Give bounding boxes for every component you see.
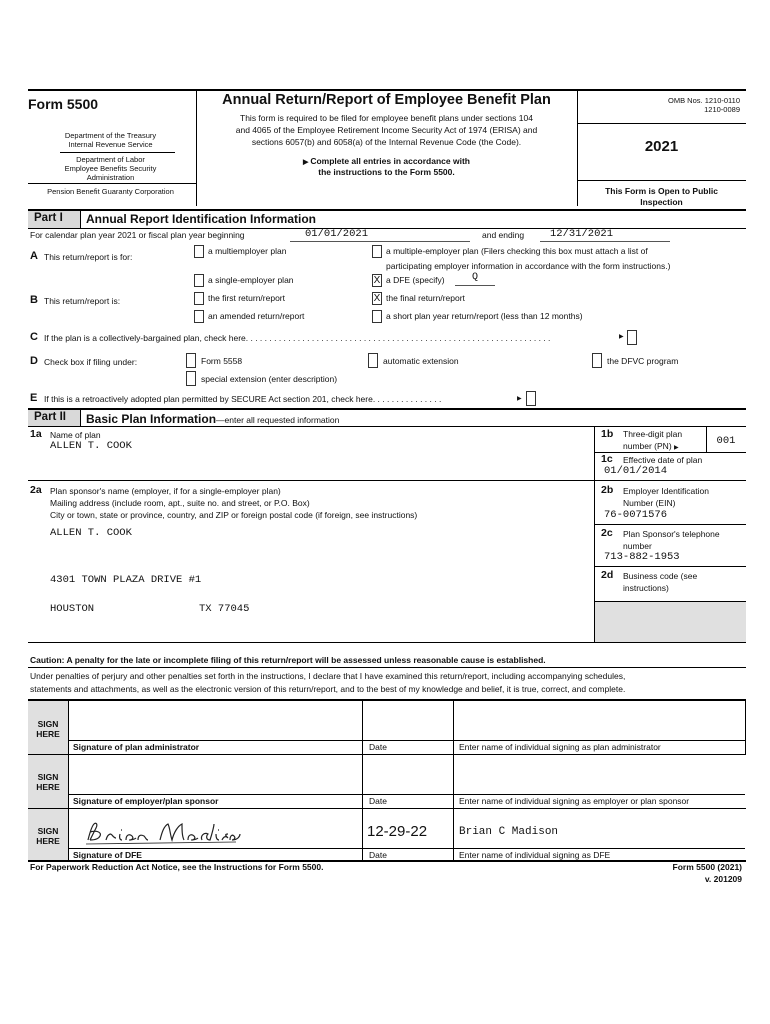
first-return-label: the first return/report bbox=[208, 293, 286, 303]
single-employer-checkbox[interactable] bbox=[194, 274, 204, 287]
arrow-right-icon: ▶ bbox=[303, 159, 311, 166]
year-divider bbox=[577, 180, 746, 181]
sign-label: SIGN bbox=[37, 719, 59, 729]
sig-row1-bottom bbox=[28, 754, 746, 755]
sponsor-signature-field[interactable] bbox=[70, 756, 360, 792]
line-1b-number: 1b bbox=[601, 428, 614, 440]
line-1a-text: Name of plan bbox=[50, 430, 101, 440]
line-e-letter: E bbox=[30, 392, 38, 404]
dfvc-label: the DFVC program bbox=[607, 356, 679, 366]
sig-vline-1 bbox=[68, 701, 69, 861]
sponsor-name-field[interactable] bbox=[455, 756, 743, 792]
dept-labor: Department of Labor bbox=[76, 155, 145, 164]
arrow-right-icon: ▶ bbox=[517, 396, 522, 402]
sponsor-state-zip[interactable]: TX 77045 bbox=[199, 603, 250, 615]
part2-title-rule bbox=[28, 426, 746, 427]
multiemployer-checkbox[interactable] bbox=[194, 245, 204, 258]
perjury-text-2: statements and attachments, as well as the electronic version of this return/report, and to the best of my knowledge and belief, it is true, correct, and complete. bbox=[30, 684, 626, 694]
auto-extension-label: automatic extension bbox=[383, 356, 459, 366]
line-1a-number: 1a bbox=[30, 428, 42, 440]
special-extension-label: special extension (enter description) bbox=[201, 374, 338, 384]
line-2-rule bbox=[28, 480, 746, 481]
dfe-signature-label: Signature of DFE bbox=[73, 850, 142, 860]
effective-date[interactable]: 01/01/2014 bbox=[604, 465, 668, 477]
line-2a-text-3: City or town, state or province, country, and ZIP or foreign postal code (if foreign, see instructions) bbox=[50, 510, 418, 520]
multiple-employer-label-2: participating employer information in accordance with the form instructions.) bbox=[386, 261, 671, 271]
sig-row2-line bbox=[68, 794, 745, 795]
sponsor-phone[interactable]: 713-882-1953 bbox=[604, 551, 680, 563]
multiemployer-label: a multiemployer plan bbox=[208, 246, 287, 256]
line-2d-number: 2d bbox=[601, 569, 614, 581]
ebsa2: Administration bbox=[86, 173, 135, 182]
sig-row2-bottom bbox=[28, 808, 746, 809]
business-code-shaded bbox=[595, 601, 746, 642]
part2-label: Part II bbox=[28, 410, 81, 426]
final-return-label: the final return/report bbox=[386, 293, 465, 303]
dept-treasury: Department of the Treasury bbox=[64, 131, 157, 140]
form-year: 2021 bbox=[644, 138, 679, 155]
form-name: Form 5500 bbox=[28, 96, 99, 112]
plan-year-end[interactable]: 12/31/2021 bbox=[550, 228, 614, 240]
line-2c-number: 2c bbox=[601, 527, 613, 539]
dfe-name-label: Enter name of individual signing as DFE bbox=[459, 850, 611, 860]
sponsor-address[interactable]: 4301 TOWN PLAZA DRIVE #1 bbox=[50, 574, 202, 586]
line-2a-text-2: Mailing address (include room, apt., suite no. and street, or P.O. Box) bbox=[50, 498, 310, 508]
dfe-name[interactable]: Brian C Madison bbox=[459, 826, 559, 838]
pbgc: Pension Benefit Guaranty Corporation bbox=[47, 187, 174, 196]
collectively-bargained-checkbox[interactable] bbox=[627, 330, 637, 345]
line-1b-text-2 bbox=[623, 441, 679, 451]
line-d-letter: D bbox=[30, 355, 38, 367]
sponsor-date-field[interactable] bbox=[364, 756, 452, 792]
sponsor-signature-label: Signature of employer/plan sponsor bbox=[73, 796, 219, 806]
sig-vline-4 bbox=[745, 701, 746, 754]
open-inspection-1: This Form is Open to Public bbox=[605, 186, 718, 196]
perjury-text-1: Under penalties of perjury and other penalties set forth in the instructions, I declare that I have examined this return/report, including accompanying schedules, bbox=[30, 671, 626, 681]
2c-rule bbox=[594, 566, 746, 567]
form5558-label: Form 5558 bbox=[201, 356, 243, 366]
line-c-letter: C bbox=[30, 331, 38, 343]
dfe-specify-value[interactable]: Q bbox=[471, 272, 478, 283]
dfe-underline bbox=[455, 285, 495, 286]
line-2a-number: 2a bbox=[30, 484, 42, 496]
caution-text: Caution: A penalty for the late or incomplete filing of this return/report will be assessed unless reasonable cause is established. bbox=[30, 655, 546, 665]
admin-signature-label: Signature of plan administrator bbox=[73, 742, 200, 752]
sign-here-2 bbox=[28, 772, 68, 792]
dfe-date[interactable]: 12-29-22 bbox=[367, 823, 428, 840]
top-rule bbox=[28, 89, 746, 91]
part2-bottom-rule bbox=[28, 642, 746, 643]
amended-label: an amended return/report bbox=[208, 311, 305, 321]
form-desc-1: This form is required to be filed for employee benefit plans under sections 104 bbox=[240, 113, 533, 123]
part1-title-rule bbox=[28, 228, 746, 229]
complete-line-1 bbox=[196, 156, 577, 166]
form-desc-3: sections 6057(b) and 6058(a) of the Internal Revenue Code (the Code). bbox=[251, 137, 522, 147]
line-1b-text-1: Three-digit plan bbox=[623, 429, 683, 439]
sign-label: SIGN bbox=[37, 772, 59, 782]
line-e-text: If this is a retroactively adopted plan permitted by SECURE Act section 201, check here. . . . . . . . . . . . . . . bbox=[44, 394, 442, 404]
dfvc-checkbox[interactable] bbox=[592, 353, 602, 368]
line-b-letter: B bbox=[30, 294, 38, 306]
arrow-right-icon: ▶ bbox=[619, 334, 624, 340]
irs: Internal Revenue Service bbox=[68, 140, 153, 149]
multiple-employer-checkbox[interactable] bbox=[372, 245, 382, 258]
line-2d-text-2: instructions) bbox=[623, 583, 669, 593]
dfe-label: a DFE (specify) bbox=[386, 275, 445, 285]
caution-rule bbox=[28, 667, 746, 668]
footer-version-code: v. 201209 bbox=[704, 874, 742, 884]
ending-text: and ending bbox=[482, 230, 525, 240]
admin-name-label: Enter name of individual signing as plan administrator bbox=[459, 742, 661, 752]
secure-act-checkbox[interactable] bbox=[526, 391, 536, 406]
pn-box-left bbox=[706, 426, 707, 452]
header-divider bbox=[60, 152, 175, 153]
sig-row1-line bbox=[68, 740, 745, 741]
part1-top-rule bbox=[28, 209, 746, 211]
ein[interactable]: 76-0071576 bbox=[604, 509, 668, 521]
here-label: HERE bbox=[36, 782, 60, 792]
calendar-year-text: For calendar plan year 2021 or fiscal plan year beginning bbox=[30, 230, 245, 240]
short-year-checkbox[interactable] bbox=[372, 310, 382, 323]
header-vline-left bbox=[196, 91, 197, 206]
open-inspection-2: Inspection bbox=[640, 197, 683, 207]
line-2b-text-1: Employer Identification bbox=[623, 486, 709, 496]
sign-here-1 bbox=[28, 719, 68, 739]
sponsor-name[interactable]: ALLEN T. COOK bbox=[50, 527, 132, 539]
1b-rule bbox=[594, 452, 746, 453]
begin-underline bbox=[290, 241, 470, 242]
part2-title-suffix: —enter all requested information bbox=[216, 415, 340, 425]
line-1c-number: 1c bbox=[601, 453, 613, 465]
admin-date-label: Date bbox=[369, 742, 387, 752]
sponsor-name-label: Enter name of individual signing as employer or plan sponsor bbox=[459, 796, 690, 806]
single-employer-label: a single-employer plan bbox=[208, 275, 294, 285]
plan-year-begin[interactable]: 01/01/2021 bbox=[305, 228, 369, 240]
plan-name[interactable]: ALLEN T. COOK bbox=[50, 440, 132, 452]
line-2d-text-1: Business code (see bbox=[623, 571, 698, 581]
form-desc-2: and 4065 of the Employee Retirement Income Security Act of 1974 (ERISA) and bbox=[235, 125, 538, 135]
paperwork-notice: For Paperwork Reduction Act Notice, see the Instructions for Form 5500. bbox=[30, 862, 324, 872]
dfe-checkbox[interactable]: X bbox=[373, 275, 381, 286]
dfe-date-label: Date bbox=[369, 850, 387, 860]
footer-form-version: Form 5500 (2021) bbox=[672, 862, 742, 872]
complete-text-1: Complete all entries in accordance with bbox=[310, 156, 470, 166]
sig-vline-3 bbox=[453, 701, 454, 861]
admin-date-field[interactable] bbox=[364, 703, 452, 739]
end-underline bbox=[540, 241, 670, 242]
complete-line-2: the instructions to the Form 5500. bbox=[318, 167, 455, 177]
part1-title: Annual Report Identification Information bbox=[86, 212, 316, 226]
sponsor-date-label: Date bbox=[369, 796, 387, 806]
plan-number[interactable]: 001 bbox=[716, 435, 736, 447]
line-2a-text-1: Plan sponsor's name (employer, if for a single-employer plan) bbox=[50, 486, 281, 496]
omb-number: OMB Nos. 1210-0110 bbox=[668, 96, 740, 105]
omb-divider bbox=[577, 123, 746, 124]
line-2b-number: 2b bbox=[601, 484, 614, 496]
special-extension-checkbox[interactable] bbox=[186, 371, 196, 386]
omb-number-2: 1210-0089 bbox=[704, 105, 740, 114]
auto-extension-checkbox[interactable] bbox=[368, 353, 378, 368]
short-year-label: a short plan year return/report (less than 12 months) bbox=[386, 311, 583, 321]
sign-label: SIGN bbox=[37, 826, 59, 836]
line-2c-text-2: number bbox=[623, 541, 652, 551]
first-return-checkbox[interactable] bbox=[194, 292, 204, 305]
here-label: HERE bbox=[36, 836, 60, 846]
part1-label: Part I bbox=[28, 211, 81, 228]
line-2c-text-1: Plan Sponsor's telephone bbox=[623, 529, 720, 539]
2b-rule bbox=[594, 524, 746, 525]
sig-row3-line bbox=[68, 848, 745, 849]
form-title: Annual Return/Report of Employee Benefit Plan bbox=[222, 92, 551, 108]
here-label: HERE bbox=[36, 729, 60, 739]
ebsa: Employee Benefits Security bbox=[64, 164, 157, 173]
amended-checkbox[interactable] bbox=[194, 310, 204, 323]
dfe-signature[interactable] bbox=[82, 818, 342, 850]
line-c-text: If the plan is a collectively-bargained plan, check here. . . . . . . . . . . . . . . . . . . . . . . . . . . . . . . . . . . . . . . . . . . . . . . . . . . . . . . . . . . . . . . . . bbox=[44, 333, 551, 343]
admin-name-field[interactable] bbox=[455, 703, 743, 739]
multiple-employer-label: a multiple-employer plan (Filers checking this box must attach a list of bbox=[386, 246, 648, 256]
form5558-checkbox[interactable] bbox=[186, 353, 196, 368]
final-return-checkbox[interactable]: X bbox=[373, 293, 381, 304]
handwritten-signature bbox=[82, 818, 242, 848]
line-2b-text-2: Number (EIN) bbox=[623, 498, 676, 508]
line-d-text: Check box if filing under: bbox=[44, 357, 138, 367]
sponsor-city[interactable]: HOUSTON bbox=[50, 603, 95, 615]
line-a-letter: A bbox=[30, 250, 38, 262]
line-b-text: This return/report is: bbox=[44, 296, 121, 306]
admin-signature-field[interactable] bbox=[70, 703, 360, 739]
line-1c-text: Effective date of plan bbox=[623, 455, 703, 465]
arrow-right-icon: ▶ bbox=[674, 445, 679, 451]
sig-vline-2 bbox=[362, 701, 363, 861]
sig-top-rule bbox=[28, 699, 746, 701]
sign-here-3 bbox=[28, 826, 68, 846]
header-divider-2 bbox=[28, 183, 196, 184]
line-a-text: This return/report is for: bbox=[44, 252, 133, 262]
part2-title: Basic Plan Information bbox=[86, 412, 217, 426]
line-1b-text-2-label: number (PN) bbox=[623, 441, 672, 451]
